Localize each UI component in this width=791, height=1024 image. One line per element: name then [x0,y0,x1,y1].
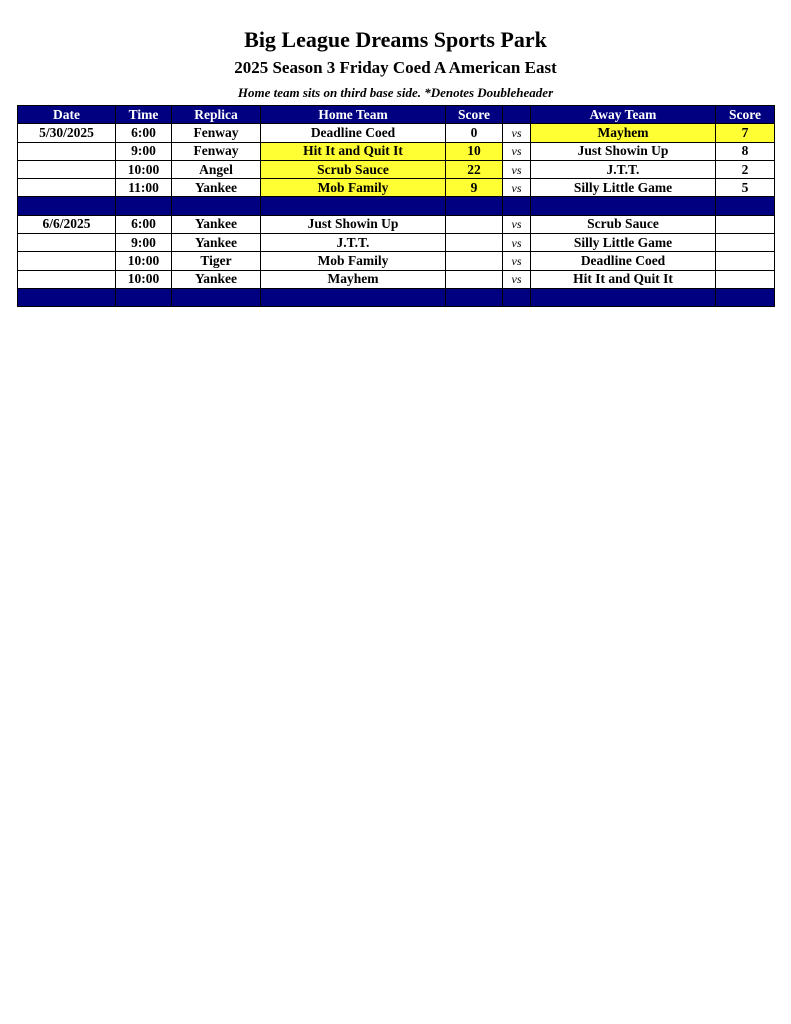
away-team-cell: Deadline Coed [531,252,716,270]
separator-cell [446,288,503,306]
separator-cell [446,197,503,215]
column-header-time: Time [116,106,172,124]
table-row [18,234,775,252]
header-row [18,106,775,124]
home-score-cell: 22 [446,160,503,178]
away-team-cell: Silly Little Game [531,179,716,197]
column-header-date: Date [18,106,116,124]
replica-cell: Angel [172,160,261,178]
home-score-cell [446,252,503,270]
away-score-cell: 8 [716,142,775,160]
date-cell [18,160,116,178]
home-score-cell [446,270,503,288]
date-cell [18,179,116,197]
time-cell: 9:00 [116,234,172,252]
away-team-cell: Scrub Sauce [531,215,716,233]
separator-cell [716,288,775,306]
away-team-cell: J.T.T. [531,160,716,178]
column-header-home-score: Score [446,106,503,124]
separator-cell [18,197,116,215]
home-team-cell: Hit It and Quit It [261,142,446,160]
time-cell: 10:00 [116,252,172,270]
vs-cell: vs [503,234,531,252]
vs-cell: vs [503,270,531,288]
home-team-cell: Scrub Sauce [261,160,446,178]
vs-cell: vs [503,179,531,197]
replica-cell: Yankee [172,179,261,197]
home-team-cell: J.T.T. [261,234,446,252]
home-score-cell: 10 [446,142,503,160]
away-score-cell: 5 [716,179,775,197]
page-subtitle: 2025 Season 3 Friday Coed A American East [234,58,557,77]
away-team-cell: Just Showin Up [531,142,716,160]
vs-cell: vs [503,160,531,178]
schedule-table [17,105,775,307]
home-score-cell: 0 [446,124,503,142]
home-team-cell: Just Showin Up [261,215,446,233]
column-header-replica: Replica [172,106,261,124]
separator-cell [716,197,775,215]
home-team-cell: Mob Family [261,252,446,270]
date-cell [18,142,116,160]
separator-cell [18,288,116,306]
separator-cell [261,197,446,215]
home-team-cell: Mob Family [261,179,446,197]
replica-cell: Yankee [172,215,261,233]
column-header-home-team: Home Team [261,106,446,124]
away-score-cell [716,215,775,233]
separator-cell [116,288,172,306]
separator-cell [261,288,446,306]
replica-cell: Fenway [172,142,261,160]
time-cell: 11:00 [116,179,172,197]
away-team-cell: Hit It and Quit It [531,270,716,288]
replica-cell: Fenway [172,124,261,142]
week-separator-row [18,288,775,306]
column-header-away-team: Away Team [531,106,716,124]
table-row [18,160,775,178]
page-title: Big League Dreams Sports Park [244,27,547,52]
away-score-cell [716,234,775,252]
table-row [18,142,775,160]
replica-cell: Yankee [172,234,261,252]
table-row [18,215,775,233]
time-cell: 6:00 [116,215,172,233]
vs-cell: vs [503,215,531,233]
separator-cell [503,197,531,215]
schedule-note: Home team sits on third base side. *Denotes Doubleheader [237,85,554,100]
time-cell: 9:00 [116,142,172,160]
date-cell [18,234,116,252]
away-score-cell: 7 [716,124,775,142]
date-cell [18,270,116,288]
separator-cell [116,197,172,215]
separator-cell [172,288,261,306]
table-row [18,124,775,142]
column-header-vs [503,106,531,124]
away-score-cell: 2 [716,160,775,178]
vs-cell: vs [503,252,531,270]
separator-cell [503,288,531,306]
time-cell: 10:00 [116,160,172,178]
separator-cell [531,288,716,306]
home-team-cell: Mayhem [261,270,446,288]
home-score-cell [446,234,503,252]
column-header-away-score: Score [716,106,775,124]
week-separator-row [18,197,775,215]
date-cell: 6/6/2025 [18,215,116,233]
vs-cell: vs [503,124,531,142]
table-row [18,179,775,197]
home-score-cell: 9 [446,179,503,197]
table-row [18,270,775,288]
home-score-cell [446,215,503,233]
time-cell: 10:00 [116,270,172,288]
home-team-cell: Deadline Coed [261,124,446,142]
separator-cell [531,197,716,215]
replica-cell: Yankee [172,270,261,288]
time-cell: 6:00 [116,124,172,142]
table-row [18,252,775,270]
date-cell: 5/30/2025 [18,124,116,142]
replica-cell: Tiger [172,252,261,270]
vs-cell: vs [503,142,531,160]
away-score-cell [716,252,775,270]
away-team-cell: Silly Little Game [531,234,716,252]
away-score-cell [716,270,775,288]
date-cell [18,252,116,270]
away-team-cell: Mayhem [531,124,716,142]
separator-cell [172,197,261,215]
